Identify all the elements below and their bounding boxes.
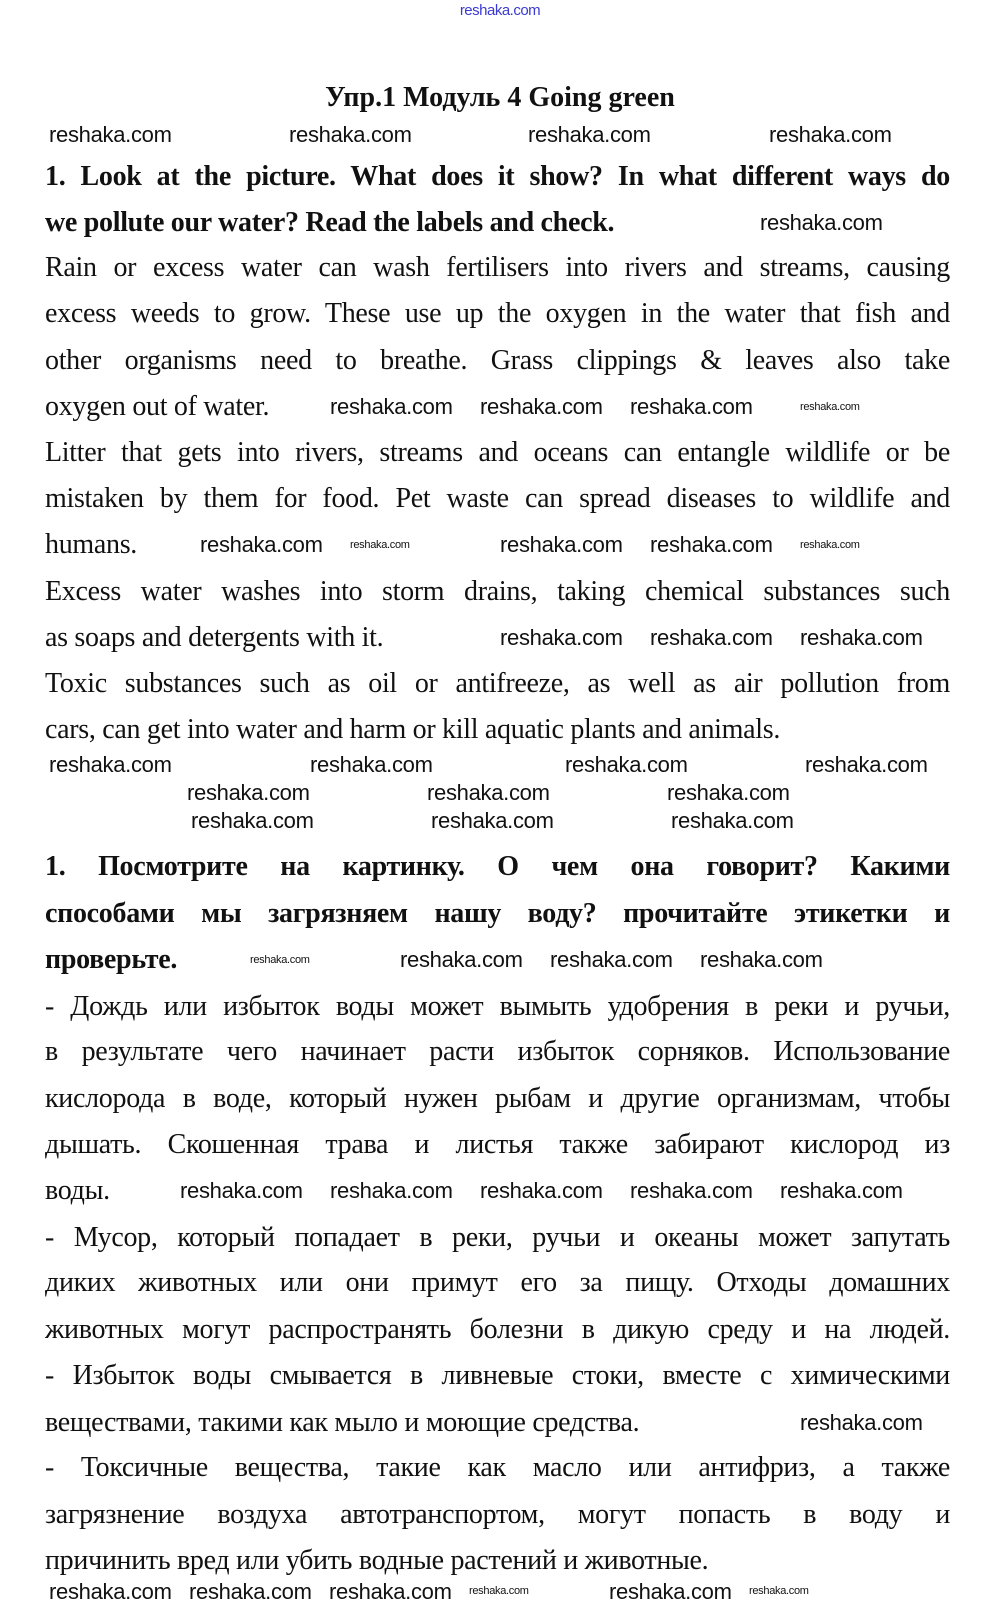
watermark: reshaka.com: [749, 1585, 809, 1597]
watermark: reshaka.com: [671, 808, 794, 833]
watermark: reshaka.com: [528, 122, 651, 147]
watermark: reshaka.com: [550, 947, 673, 972]
watermark: reshaka.com: [49, 1579, 172, 1604]
paragraph-line: excess weeds to grow. These use up the oxygen in the water that fish and: [45, 298, 950, 329]
watermark: reshaka.com: [427, 780, 550, 805]
paragraph-line: дышать. Скошенная трава и листья также забирают кислород из: [45, 1129, 950, 1160]
watermark: reshaka.com: [800, 625, 923, 650]
paragraph-line: - Избыток воды смывается в ливневые стоки, вместе с химическими: [45, 1360, 950, 1391]
watermark: reshaka.com: [630, 394, 753, 419]
paragraph-line: oxygen out of water.: [45, 391, 270, 422]
watermark: reshaka.com: [200, 532, 323, 557]
watermark: reshaka.com: [187, 780, 310, 805]
watermark: reshaka.com: [330, 1178, 453, 1203]
watermark: reshaka.com: [250, 954, 310, 966]
watermark: reshaka.com: [780, 1178, 903, 1203]
paragraph-line: диких животных или они примут его за пищу. Отходы домашних: [45, 1267, 950, 1298]
paragraph-line: as soaps and detergents with it.: [45, 622, 384, 653]
paragraph-line: - Дождь или избыток воды может вымыть удобрения в реки и ручьи,: [45, 991, 950, 1022]
watermark: reshaka.com: [180, 1178, 303, 1203]
watermark: reshaka.com: [330, 394, 453, 419]
paragraph-line: Litter that gets into rivers, streams and oceans can entangle wildlife or be: [45, 437, 950, 468]
watermark: reshaka.com: [650, 625, 773, 650]
paragraph-line: - Мусор, который попадает в реки, ручьи и океаны может запутать: [45, 1222, 950, 1253]
watermark: reshaka.com: [350, 539, 410, 551]
watermark: reshaka.com: [329, 1579, 452, 1604]
paragraph-line: животных могут распространять болезни в дикую среду и на людей.: [45, 1314, 950, 1345]
watermark: reshaka.com: [700, 947, 823, 972]
heading-line: we pollute our water? Read the labels and check.: [45, 207, 615, 238]
paragraph-line: кислорода в воде, который нужен рыбам и другие организмам, чтобы: [45, 1083, 950, 1114]
watermark: reshaka.com: [500, 532, 623, 557]
watermark: reshaka.com: [49, 752, 172, 777]
watermark: reshaka.com: [500, 625, 623, 650]
paragraph-line: причинить вред или убить водные растений и животные.: [45, 1545, 709, 1576]
paragraph-line: other organisms need to breathe. Grass clippings & leaves also take: [45, 345, 950, 376]
paragraph-line: загрязнение воздуха автотранспортом, могут попасть в воду и: [45, 1499, 950, 1530]
watermark: reshaka.com: [769, 122, 892, 147]
watermark: reshaka.com: [400, 947, 523, 972]
watermark: reshaka.com: [480, 1178, 603, 1203]
paragraph-line: mistaken by them for food. Pet waste can spread diseases to wildlife and: [45, 483, 950, 514]
heading-line: проверьте.: [45, 944, 178, 975]
watermark: reshaka.com: [49, 122, 172, 147]
heading-line: 1. Посмотрите на картинку. О чем она говорит? Какими: [45, 851, 950, 882]
watermark: reshaka.com: [667, 780, 790, 805]
heading-line: 1. Look at the picture. What does it show? In what different ways do: [45, 161, 950, 192]
paragraph-line: веществами, такими как мыло и моющие средства.: [45, 1407, 640, 1438]
watermark: reshaka.com: [650, 532, 773, 557]
watermark: reshaka.com: [189, 1579, 312, 1604]
paragraph-line: - Токсичные вещества, такие как масло или антифриз, а также: [45, 1452, 950, 1483]
watermark: reshaka.com: [800, 539, 860, 551]
watermark: reshaka.com: [431, 808, 554, 833]
paragraph-line: Excess water washes into storm drains, taking chemical substances such: [45, 576, 950, 607]
header-link[interactable]: reshaka.com: [459, 2, 541, 19]
watermark: reshaka.com: [800, 1410, 923, 1435]
watermark: reshaka.com: [480, 394, 603, 419]
watermark: reshaka.com: [565, 752, 688, 777]
paragraph-line: cars, can get into water and harm or kill aquatic plants and animals.: [45, 714, 781, 745]
watermark: reshaka.com: [609, 1579, 732, 1604]
watermark: reshaka.com: [800, 401, 860, 413]
watermark: reshaka.com: [630, 1178, 753, 1203]
watermark: reshaka.com: [469, 1585, 529, 1597]
watermark: reshaka.com: [191, 808, 314, 833]
paragraph-line: Toxic substances such as oil or antifreeze, as well as air pollution from: [45, 668, 950, 699]
paragraph-line: воды.: [45, 1175, 110, 1206]
watermark: reshaka.com: [289, 122, 412, 147]
watermark: reshaka.com: [805, 752, 928, 777]
watermark: reshaka.com: [310, 752, 433, 777]
paragraph-line: в результате чего начинает расти избыток сорняков. Использование: [45, 1036, 950, 1067]
paragraph-line: humans.: [45, 529, 138, 560]
page-title: Упр.1 Модуль 4 Going green: [325, 82, 675, 113]
watermark: reshaka.com: [760, 210, 883, 235]
heading-line: способами мы загрязняем нашу воду? прочитайте этикетки и: [45, 898, 950, 929]
paragraph-line: Rain or excess water can wash fertilisers into rivers and streams, causing: [45, 252, 950, 283]
